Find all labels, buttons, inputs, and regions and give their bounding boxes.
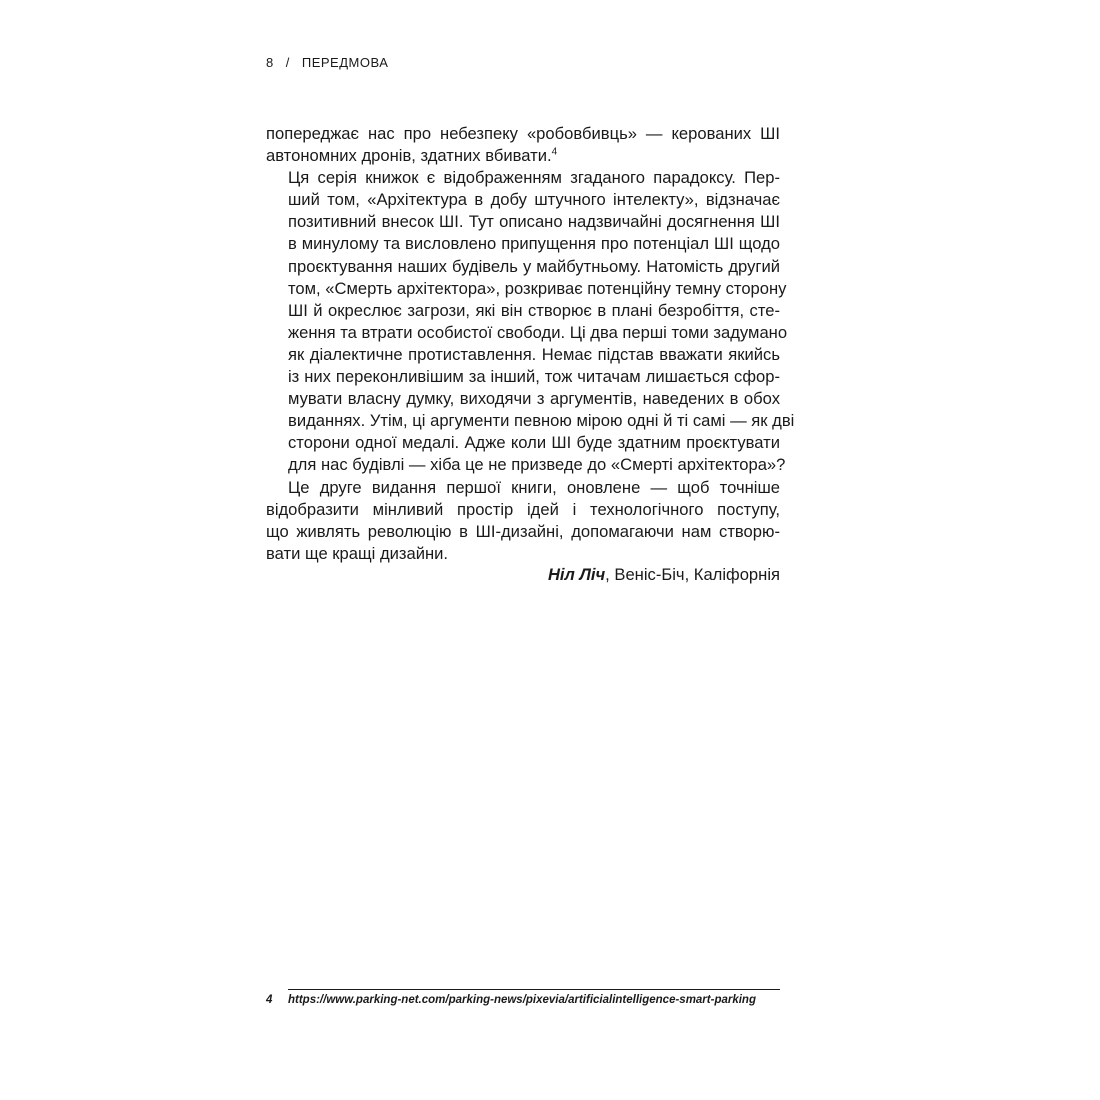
header-separator: / (285, 55, 290, 70)
text-line: відобразити мінливий простір ідей і технологічного поступу, (266, 499, 780, 519)
paragraph-1 (266, 123, 780, 167)
text-line: Ця серія книжок є відображенням згаданого парадоксу. Пер- (288, 168, 780, 188)
text-line: виданнях. Утім, ці аргументи певною мірою одні й ті самі — як дві (288, 411, 795, 431)
running-header (266, 55, 388, 70)
paragraph-3 (266, 477, 780, 565)
section-title: ПЕРЕДМОВА (301, 55, 389, 70)
text-line: мувати власну думку, виходячи з аргументів, наведених в обох (288, 389, 780, 409)
footnote-number: 4 (266, 994, 273, 1006)
text-line (266, 145, 780, 167)
text-line: ШІ й окреслює загрози, які він створює в плані безробіття, сте- (288, 300, 780, 320)
signature-author: Ніл Ліч (547, 565, 606, 584)
footnote-reference[interactable]: 4 (551, 146, 558, 158)
text-line: ший том, «Архітектура в добу штучного інтелекту», відзначає (288, 190, 780, 210)
text-line: попереджає нас про небезпеку «робовбивць» — керованих ШІ (266, 124, 780, 143)
text-line: в минулому та висловлено припущення про потенціал ШІ щодо (288, 234, 780, 254)
text-line: Це друге видання першої книги, оновлене — щоб точніше (288, 477, 780, 497)
text-line: сторони одної медалі. Адже коли ШІ буде здатним проєктувати (288, 433, 780, 453)
footnote-link[interactable]: https://www.parking-net.com/parking-news/pixevia/artificialintelligence-smart-parking (288, 994, 756, 1006)
text-line: позитивний внесок ШІ. Тут описано надзвичайні досягнення ШІ (288, 212, 780, 232)
signature (266, 565, 780, 585)
text-line: як діалектичне протиставлення. Немає підстав вважати якийсь (288, 344, 780, 364)
paragraph-2 (266, 167, 795, 476)
footnote (266, 994, 756, 1006)
text-line: проєктування наших будівель у майбутньому. Натомість другий (288, 256, 780, 276)
page-number: 8 (266, 55, 274, 70)
body-text (266, 123, 795, 565)
text-line: ження та втрати особистої свободи. Ці два перші томи задумано (288, 322, 788, 342)
footnote-divider (288, 989, 780, 990)
text-line: вати ще кращі дизайни. (266, 543, 449, 563)
text-line-content: автономних дронів, здатних вбивати. (266, 146, 552, 166)
signature-place: , Веніс-Біч, Каліфорнія (605, 565, 780, 584)
text-line: що живлять революцію в ШІ-дизайні, допомагаючи нам створю- (266, 521, 780, 541)
text-line: том, «Смерть архітектора», розкриває потенційну темну сторону (288, 278, 787, 298)
text-line: із них переконливішим за інший, тож читачам лишається сфор- (288, 367, 780, 387)
text-line: для нас будівлі — хіба це не призведе до «Смерті архітектора»? (288, 455, 786, 475)
